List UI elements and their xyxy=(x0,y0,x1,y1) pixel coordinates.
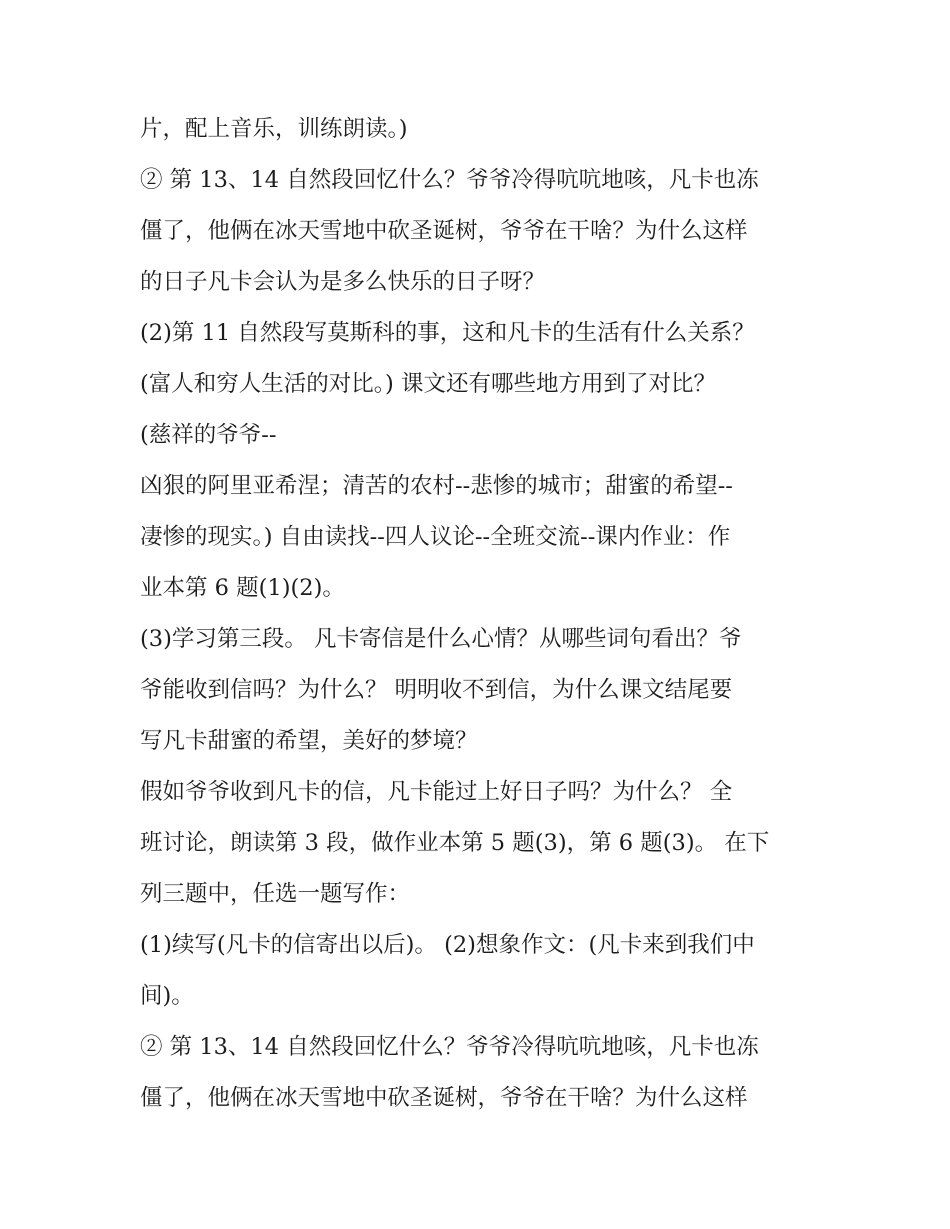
text-line: (2)第 11 自然段写莫斯科的事，这和凡卡的生活有什么关系？ xyxy=(140,320,755,346)
text-line: 业本第 6 题(1)(2)。 xyxy=(140,575,345,601)
text-line: 列三题中，任选一题写作： xyxy=(140,881,411,907)
text-line: 凶狠的阿里亚希涅；清苦的农村--悲惨的城市；甜蜜的希望-- xyxy=(140,473,733,499)
text-line: 僵了，他俩在冰天雪地中砍圣诞树，爷爷在干啥？为什么这样 xyxy=(140,218,748,244)
text-line: 的日子凡卡会认为是多么快乐的日子呀？ xyxy=(140,269,546,295)
text-line: ② 第 13、14 自然段回忆什么？爷爷冷得吭吭地咳，凡卡也冻 xyxy=(140,167,759,193)
text-line: 假如爷爷收到凡卡的信，凡卡能过上好日子吗？为什么？ 全 xyxy=(140,779,733,805)
text-line: ② 第 13、14 自然段回忆什么？爷爷冷得吭吭地咳，凡卡也冻 xyxy=(140,1034,759,1060)
text-line: 僵了，他俩在冰天雪地中砍圣诞树，爷爷在干啥？为什么这样 xyxy=(140,1085,748,1111)
text-line: 片，配上音乐，训练朗读。) xyxy=(140,116,408,142)
text-line: (慈祥的爷爷-- xyxy=(140,422,277,448)
document-page xyxy=(140,104,820,1124)
text-line: 间)。 xyxy=(140,983,194,1009)
text-line: (3)学习第三段。 凡卡寄信是什么心情？从哪些词句看出？爷 xyxy=(140,626,742,652)
text-line: (富人和穷人生活的对比。) 课文还有哪些地方用到了对比？ xyxy=(140,371,716,397)
text-line: 凄惨的现实。) 自由读找--四人议论--全班交流--课内作业：作 xyxy=(140,524,731,550)
text-line: 班讨论，朗读第 3 段，做作业本第 5 题(3)，第 6 题(3)。 在下 xyxy=(140,830,770,856)
text-line: 爷能收到信吗？为什么？ 明明收不到信，为什么课文结尾要 xyxy=(140,677,733,703)
text-line: 写凡卡甜蜜的希望，美好的梦境？ xyxy=(140,728,478,754)
text-line: (1)续写(凡卡的信寄出以后)。 (2)想象作文：(凡卡来到我们中 xyxy=(140,932,755,958)
